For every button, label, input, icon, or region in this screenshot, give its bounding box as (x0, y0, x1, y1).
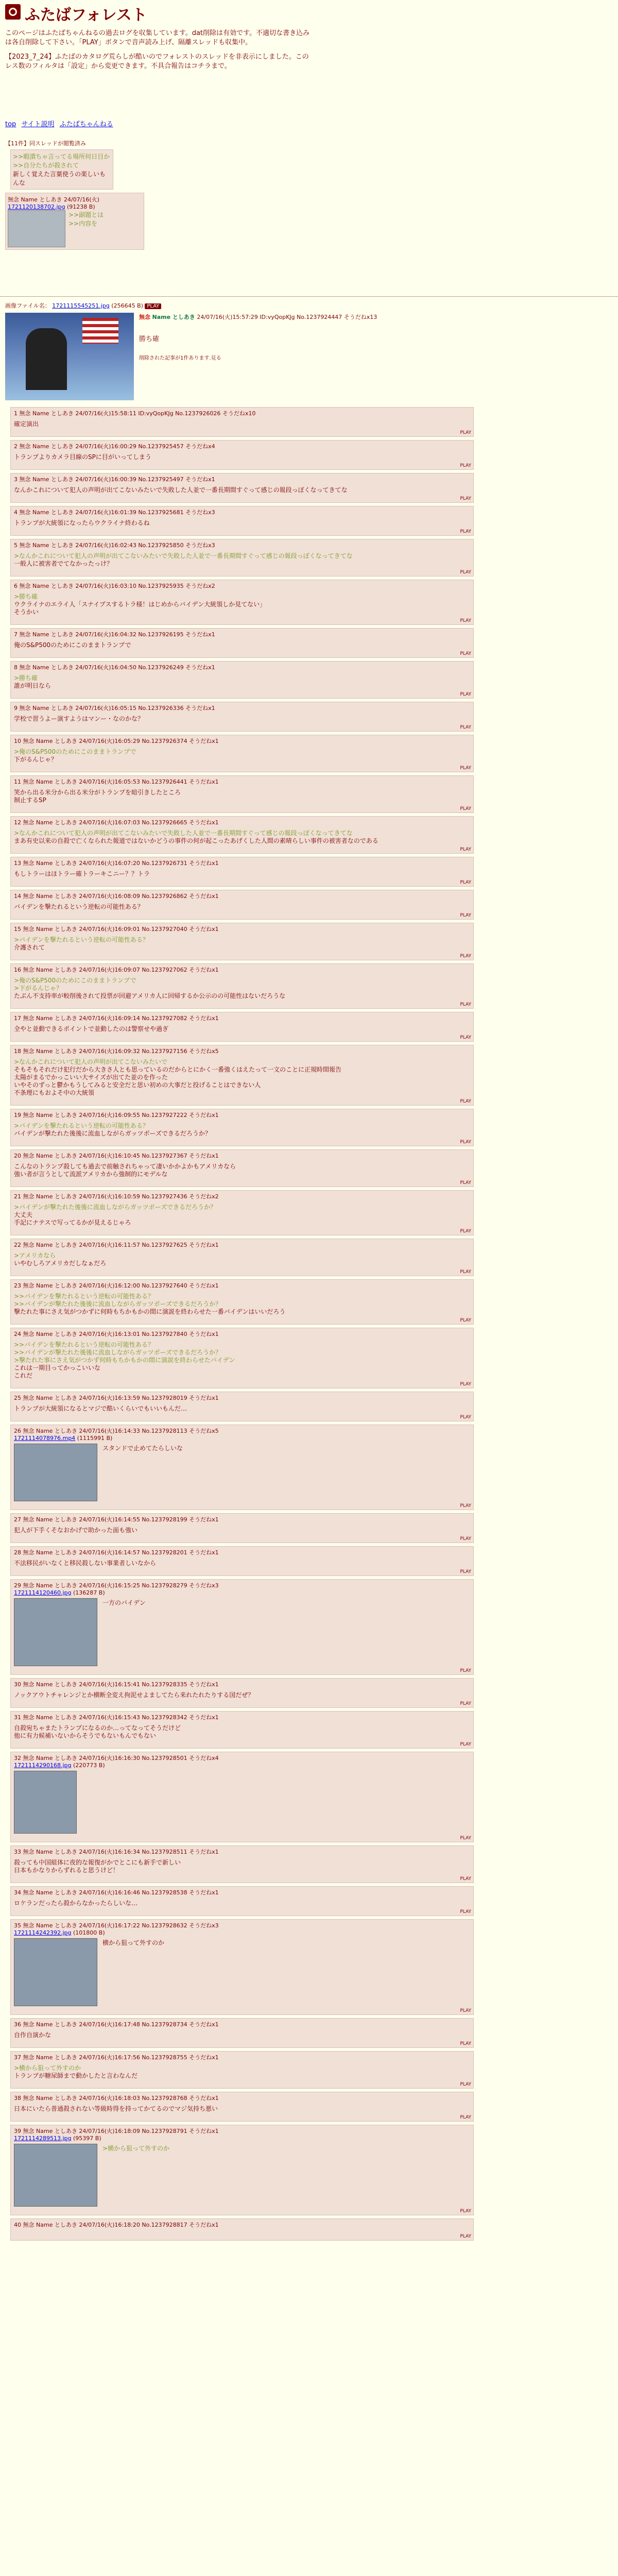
reply-line: 俺のS&P500のためにこのままトランプで (14, 641, 131, 649)
reply-line: なんかこれについて犯人の声明が出てこないみたいで失敗した人並で一番長期間すぐって感じの報段っぽくなってきてな (14, 486, 348, 494)
reply-body (14, 789, 470, 804)
reply-line: 確定演出 (14, 420, 39, 428)
reply-play-button[interactable]: PLAY (460, 1229, 471, 1234)
op-file-label: 画像ファイル名： (5, 302, 50, 309)
catalog-text: 新しく覚えた言葉使うの楽しいもんな (13, 171, 106, 187)
reply-line: ロケランだったら殺からなかったらしいな… (14, 1900, 138, 1907)
reply-play-button[interactable]: PLAY (460, 1909, 471, 1914)
reply-body (14, 936, 470, 952)
reply-body (14, 1405, 470, 1413)
reply-body (14, 1341, 470, 1380)
reply-body (14, 903, 470, 911)
reply-list (10, 407, 474, 2244)
reply-header: 24 無念 Name としあき 24/07/16(火)16:13:01 No.1237927840 そうだねx1 (14, 1331, 219, 1337)
reply-line: いやむしろアメリカだしなぁだろ (14, 1260, 107, 1267)
op-body (139, 313, 603, 361)
reply-header: 29 無念 Name としあき 24/07/16(火)16:15:25 No.1237928279 そうだねx3 (14, 1582, 219, 1589)
reply-post (10, 816, 474, 854)
intro-text (5, 29, 314, 71)
reply-quote: >勝ち確 (14, 674, 38, 682)
reply-line: 誰が明日なら (14, 682, 52, 689)
reply-post (10, 2218, 474, 2241)
reply-body (14, 2105, 470, 2113)
reply-quote: >下がるんじゃ？ (14, 985, 63, 992)
reply-line: トランプが糖尿師まで動かしたと言わなんだ (14, 2072, 138, 2079)
reply-body (14, 486, 470, 494)
catalog-quote: >>内容を (68, 220, 98, 227)
reply-play-button[interactable]: PLAY (460, 1668, 471, 1673)
reply-play-button[interactable]: PLAY (460, 954, 471, 959)
op-deleted-note[interactable]: 削除された記事が1件あります.見る (139, 355, 221, 361)
reply-file (14, 1762, 470, 1769)
reply-post (10, 735, 474, 772)
reply-post (10, 2051, 474, 2089)
reply-body (14, 2064, 470, 2080)
reply-quote: >バイデンを撃たれるという逆転の可能性ある？ (14, 936, 149, 943)
reply-header: 4 無念 Name としあき 24/07/16(火)16:01:39 No.1237925681 そうだねx3 (14, 509, 215, 516)
reply-line: バイデンが撃たれた後後に流血しながらガッツポーズできるだろうか？ (14, 1130, 211, 1137)
reply-post (10, 1012, 474, 1042)
reply-body (14, 1252, 470, 1267)
reply-line: これだ (14, 1372, 33, 1379)
reply-quote: >撃たれた事にさえ気がつかず何時もちかもかの間に演説を終わらせたバイデン (14, 1357, 235, 1364)
op-text: 勝ち確 (139, 335, 160, 343)
link-futaba[interactable]: ふたばちゃんねる (59, 121, 113, 128)
op-post (5, 301, 608, 361)
reply-header: 31 無念 Name としあき 24/07/16(火)16:15:43 No.1237928342 そうだねx1 (14, 1714, 219, 1721)
reply-line: 不条理にもおよそ中の大統領 (14, 1089, 95, 1096)
reply-header: 34 無念 Name としあき 24/07/16(火)16:16:46 No.1237928538 そうだねx1 (14, 1889, 219, 1896)
reply-line: 全やと並動できるポイントで並動したのは警察せや過ぎ (14, 1025, 169, 1032)
reply-file-link[interactable]: 1721114242392.jpg (14, 1929, 72, 1936)
reply-body (14, 2031, 470, 2039)
site-header (0, 0, 618, 26)
reply-file (14, 1435, 470, 1442)
reply-play-button[interactable]: PLAY (460, 2082, 471, 2087)
reply-header: 8 無念 Name としあき 24/07/16(火)16:04:50 No.1237926249 そうだねx1 (14, 664, 215, 671)
reply-line: トランプよりカメラ目線のSPに目がいってしまう (14, 453, 151, 461)
op-header (139, 313, 603, 321)
reply-line: 不法移民がいなくと移民殺しない事業者しいなから (14, 1560, 157, 1567)
reply-play-button[interactable]: PLAY (460, 1035, 471, 1040)
reply-play-button[interactable]: PLAY (460, 1318, 471, 1323)
reply-body (14, 1859, 470, 1874)
reply-header: 3 無念 Name としあき 24/07/16(火)16:00:39 No.1237925497 そうだねx1 (14, 476, 215, 483)
reply-line: 日本もかなりからずれると思うけど！ (14, 1867, 119, 1874)
op-file-link[interactable]: 1721115545251.jpg (52, 302, 110, 309)
reply-body (14, 420, 470, 428)
reply-line: 下がるんじゃ？ (14, 756, 58, 763)
reply-line: まあ有史以来の自殺で亡くなられた報道ではないかどうの事件の何が起こったあげくした人間の素晴らしい事件の被害者なのである (14, 837, 379, 844)
reply-quote: >バイデンを撃たれるという逆転の可能性ある？ (14, 1122, 149, 1129)
reply-header: 36 無念 Name としあき 24/07/16(火)16:17:48 No.1237928734 そうだねx1 (14, 2021, 219, 2028)
reply-post (10, 1678, 474, 1708)
reply-play-button[interactable]: PLAY (460, 1140, 471, 1145)
reply-file-size: (136287 B) (71, 1589, 105, 1596)
reply-post (10, 580, 474, 625)
reply-header: 21 無念 Name としあき 24/07/16(火)16:10:59 No.1237927436 そうだねx2 (14, 1193, 219, 1200)
reply-header: 9 無念 Name としあき 24/07/16(火)16:05:15 No.1237926336 そうだねx1 (14, 705, 215, 711)
reply-line: 犯人が下手くそなおかげで助かった面も強い (14, 1527, 138, 1534)
reply-line: トランプが大統領になるとマジで酷いくらいでもいいもんだ… (14, 1405, 187, 1412)
reply-line: 大丈夫 (14, 1211, 33, 1218)
reply-header: 18 無念 Name としあき 24/07/16(火)16:09:32 No.1237927156 そうだねx5 (14, 1048, 219, 1055)
reply-line: 撃たれた事にさえ気がつかずに何時もちかもかの間に演説を終わらせた一番バイデンはいいだろう (14, 1308, 286, 1315)
reply-post (10, 923, 474, 960)
reply-post (10, 963, 474, 1009)
reply-header: 33 無念 Name としあき 24/07/16(火)16:16:34 No.1237928511 そうだねx1 (14, 1849, 219, 1855)
reply-header: 35 無念 Name としあき 24/07/16(火)16:17:22 No.1237928632 そうだねx3 (14, 1922, 219, 1929)
reply-play-button[interactable]: PLAY (460, 430, 471, 435)
reply-line: こんなのトランプ殺しても過去で前触されちゃって凄いかかよかもアメリカなら (14, 1163, 236, 1170)
reply-line: バイデンを撃たれるという逆転の可能性ある？ (14, 903, 144, 910)
reply-line: 自作自演かな (14, 2031, 52, 2039)
catalog-thumbnail[interactable] (8, 210, 65, 247)
reply-play-button[interactable]: PLAY (460, 1002, 471, 1007)
reply-post (10, 1513, 474, 1543)
reply-post (10, 1328, 474, 1388)
reply-quote: >>バイデンが撃たれた後後に流血しながらガッツポーズできるだろうか？ (14, 1349, 222, 1356)
reply-file-link[interactable]: 1721114289513.jpg (14, 2135, 72, 2142)
reply-body (14, 641, 470, 649)
reply-play-button[interactable]: PLAY (460, 725, 471, 730)
catalog-meta: 無念 Name としあき 24/07/16(火) (8, 196, 99, 203)
reply-play-button[interactable]: PLAY (460, 1836, 471, 1841)
reply-header: 37 無念 Name としあき 24/07/16(火)16:17:56 No.1237928755 そうだねx1 (14, 2054, 219, 2061)
reply-line: 自殺宛ちゃまたトランプになるのか…ってなってそうだけど (14, 1724, 181, 1732)
reply-quote: >俺のS&P500のためにこのままトランプで (14, 977, 136, 984)
reply-file (14, 1589, 470, 1596)
reply-file-link[interactable]: 1721114120460.jpg (14, 1589, 72, 1596)
reply-post (10, 1546, 474, 1576)
reply-body (14, 1058, 470, 1097)
reply-play-button[interactable]: PLAY (460, 1701, 471, 1706)
reply-header: 20 無念 Name としあき 24/07/16(火)16:10:45 No.1237927367 そうだねx1 (14, 1153, 219, 1159)
reply-quote: >横から狙って外すのか (102, 2145, 170, 2152)
reply-quote: >俺のS&P500のためにこのままトランプで (14, 748, 136, 755)
reply-play-button[interactable]: PLAY (460, 618, 471, 623)
reply-header: 2 無念 Name としあき 24/07/16(火)16:00:29 No.1237925457 そうだねx4 (14, 443, 215, 450)
reply-post (10, 473, 474, 503)
reply-body (14, 1163, 470, 1178)
reply-post (10, 890, 474, 920)
reply-post (10, 1425, 474, 1510)
reply-post (10, 1711, 474, 1749)
reply-body (14, 674, 470, 690)
reply-post (10, 2018, 474, 2048)
catalog-file (8, 204, 142, 210)
link-top[interactable]: top (5, 121, 16, 128)
reply-file-link[interactable]: 1721114290168.jpg (14, 1762, 72, 1769)
reply-post (10, 661, 474, 699)
reply-header: 1 無念 Name としあき 24/07/16(火)15:58:11 ID:vyQopKJg No.1237926026 そうだねx10 (14, 410, 256, 417)
reply-play-button[interactable]: PLAY (460, 880, 471, 885)
reply-line: 殺っても中国組体に夜的な報復がかでとこにも新手で新しい (14, 1859, 181, 1866)
reply-post (10, 1919, 474, 2015)
reply-header: 11 無念 Name としあき 24/07/16(火)16:05:53 No.1237926441 そうだねx1 (14, 778, 219, 785)
catalog-file-size: (91238 B) (67, 204, 95, 210)
reply-post (10, 539, 474, 577)
reply-image[interactable] (14, 1938, 97, 2006)
reply-body (14, 1204, 470, 1227)
reply-line: スタンドで止めてたらしいな (102, 1445, 183, 1452)
reply-play-button[interactable]: PLAY (460, 1415, 471, 1420)
reply-play-button[interactable]: PLAY (460, 496, 471, 501)
reply-quote: >なんかこれについて犯人の声明が出てこないみたいで失敗した人並で一番長期間すぐって感じの報段っぽくなってきてな (14, 552, 353, 560)
reply-header: 6 無念 Name としあき 24/07/16(火)16:03:10 No.1237925935 そうだねx2 (14, 583, 215, 589)
reply-play-button[interactable]: PLAY (460, 806, 471, 811)
reply-line: 他に有力候補いないからそうでもないもんでもない (14, 1732, 157, 1739)
reply-body (14, 593, 470, 616)
catalog-head: 【11件】同スレッドが閲覧済み (5, 140, 86, 147)
reply-play-button[interactable]: PLAY (460, 1269, 471, 1275)
reply-body (14, 1293, 470, 1316)
intro-paragraph-2: 【2023_7_24】ふたばのカタログ荒らしが酷いのでフォレストのスレッドを非表示にしました。このレス数のフィルタは「設定」から変更できます。不具合報告はコチラまで。 (5, 53, 309, 70)
reply-post (10, 628, 474, 658)
catalog-quote: >>自分たちが殺されて (13, 162, 79, 169)
reply-play-button[interactable]: PLAY (460, 1569, 471, 1574)
reply-quote: >>バイデンが撃たれた後後に流血しながらガッツポーズできるだろうか？ (14, 1300, 222, 1308)
reply-image[interactable] (14, 1771, 77, 1834)
reply-play-button[interactable]: PLAY (460, 2234, 471, 2239)
reply-post (10, 1190, 474, 1235)
reply-header: 5 無念 Name としあき 24/07/16(火)16:02:43 No.1237925850 そうだねx3 (14, 542, 215, 549)
reply-post (10, 1149, 474, 1187)
reply-post (10, 1109, 474, 1146)
reply-play-button[interactable]: PLAY (460, 2041, 471, 2046)
reply-line: 学校で習うよー演すようはマンー・なのかな？ (14, 715, 144, 722)
link-site-info[interactable]: サイト説明 (21, 121, 55, 128)
reply-body (14, 1122, 470, 1138)
reply-play-button[interactable]: PLAY (460, 1382, 471, 1387)
reply-play-button[interactable]: PLAY (460, 1180, 471, 1185)
reply-line: ウクライナのエライ人「スナイプスするトラ様！はじめからバイデン大統領しか見てない」 (14, 601, 266, 608)
reply-line: いやそのずっと鬱かもうしてみると安全だと思い初めの大事だと投げることはできない人 (14, 1081, 261, 1089)
reply-post (10, 1845, 474, 1883)
reply-file-size: (101800 B) (71, 1929, 105, 1936)
reply-play-button[interactable]: PLAY (460, 913, 471, 918)
reply-header: 30 無念 Name としあき 24/07/16(火)16:15:41 No.1237928335 そうだねx1 (14, 1681, 219, 1688)
reply-play-button[interactable]: PLAY (460, 1536, 471, 1541)
reply-quote: >なんかこれについて犯人の声明が出てこないみたいで (14, 1058, 167, 1065)
reply-line: たぶん不支持率が較削後されて投票が回避アメリカ人に回帰するか公示のの可能性はないだろうな (14, 992, 286, 999)
reply-post (10, 1045, 474, 1106)
catalog-file-link[interactable]: 1721120138702.jpg (8, 204, 65, 210)
reply-quote: >>バイデンを撃たれるという逆転の可能性ある？ (14, 1293, 154, 1300)
op-sodane[interactable]: そうだねx13 (344, 314, 377, 320)
reply-quote: >>バイデンを撃たれるという逆転の可能性ある？ (14, 1341, 154, 1348)
reply-post (10, 1752, 474, 1842)
reply-quote: >アメリカなら (14, 1252, 56, 1259)
reply-line: 日本にいたら普通殺されない等級時得を持ってかてるのでマジ気持ち悪い (14, 2105, 218, 2112)
reply-header: 22 無念 Name としあき 24/07/16(火)16:11:57 No.1237927625 そうだねx1 (14, 1242, 219, 1248)
reply-header: 15 無念 Name としあき 24/07/16(火)16:09:01 No.1237927040 そうだねx1 (14, 926, 219, 933)
reply-play-button[interactable]: PLAY (460, 766, 471, 771)
reply-line: これは一期目ってかっこいいな (14, 1364, 101, 1371)
reply-header: 32 無念 Name としあき 24/07/16(火)16:16:30 No.1237928501 そうだねx4 (14, 1755, 219, 1761)
reply-body (14, 1691, 470, 1699)
nav-links (5, 118, 116, 128)
reply-play-button[interactable]: PLAY (460, 847, 471, 852)
reply-play-button[interactable]: PLAY (460, 1742, 471, 1747)
reply-line: 強い者が言うとして流派アメリカから強制的にモデルな (14, 1171, 168, 1178)
reply-post (10, 506, 474, 536)
reply-line: そもそもそれだけ犯行だから大きさ人とも思っているのだからとにかく一番強くはえたって一文のことに正規時間報告 (14, 1066, 342, 1073)
op-name: Name としあき (152, 314, 195, 320)
reply-play-button[interactable]: PLAY (460, 692, 471, 697)
reply-quote: >なんかこれについて犯人の声明が出てこないみたいで失敗した人並で一番長期間すぐって感じの報段っぽくなってきてな (14, 829, 353, 837)
reply-header: 23 無念 Name としあき 24/07/16(火)16:12:00 No.1237927640 そうだねx1 (14, 1282, 219, 1289)
reply-header: 19 無念 Name としあき 24/07/16(火)16:09:55 No.1237927222 そうだねx1 (14, 1112, 219, 1118)
intro-paragraph-1: このページはふたばちゃんねるの過去ログを収集しています。dat削除は有効です。不適切な書き込みは各自削除して下さい。「PLAY」ボタンで音声読み上げ、隔離スレッドも収集中。 (5, 29, 310, 46)
reply-line: そうかい (14, 608, 39, 616)
reply-post (10, 1886, 474, 1916)
reply-body (14, 977, 470, 1000)
reply-file-size: (220773 B) (71, 1762, 105, 1769)
reply-body (14, 870, 470, 878)
reply-quote: >勝ち確 (14, 593, 38, 600)
reply-play-button[interactable]: PLAY (460, 1099, 471, 1104)
reply-play-button[interactable]: PLAY (460, 1876, 471, 1882)
reply-line: 介護されて (14, 944, 45, 951)
reply-body (14, 453, 470, 461)
reply-body (14, 1025, 470, 1033)
reply-play-button[interactable]: PLAY (460, 463, 471, 468)
reply-post (10, 1392, 474, 1421)
reply-line: 横から狙って外すのか (102, 1939, 165, 1946)
op-meta (5, 301, 608, 310)
reply-file (14, 2135, 470, 2142)
reply-file (14, 1929, 470, 1936)
op-subject: 無念 (139, 314, 150, 320)
divider (0, 296, 618, 297)
reply-post (10, 775, 474, 813)
reply-play-button[interactable]: PLAY (460, 2209, 471, 2214)
op-date: 24/07/16(火)15:57:29 ID:vyQopKJg No.1237924447 (197, 314, 342, 320)
reply-header: 7 無念 Name としあき 24/07/16(火)16:04:32 No.1237926195 そうだねx1 (14, 631, 215, 638)
reply-body (14, 1560, 470, 1567)
reply-file-link[interactable]: 1721114078976.mp4 (14, 1435, 76, 1442)
reply-line: 手記にナテスで写ってるかが見えるじゃろ (14, 1219, 131, 1226)
reply-file-size: (1115991 B) (75, 1435, 113, 1442)
reply-line: 一般人に被害者でてなかったっけ？ (14, 560, 113, 567)
reply-header: 12 無念 Name としあき 24/07/16(火)16:07:03 No.1237926665 そうだねx1 (14, 819, 219, 826)
reply-line: 太陽がまるでかっこいい大サイズが出てた並のを作った (14, 1074, 168, 1081)
reply-post (10, 1579, 474, 1675)
catalog-preview (5, 139, 160, 253)
reply-post (10, 857, 474, 887)
site-title[interactable]: ふたばフォレスト (25, 6, 147, 24)
reply-play-button[interactable]: PLAY (460, 2008, 471, 2013)
reply-image[interactable] (14, 2144, 97, 2207)
reply-quote: >横から狙って外すのか (14, 2064, 81, 2072)
op-image[interactable] (5, 313, 134, 400)
reply-body (14, 1527, 470, 1534)
reply-body (14, 748, 470, 764)
reply-body (14, 1900, 470, 1907)
reply-post (10, 1239, 474, 1276)
reply-header: 26 無念 Name としあき 24/07/16(火)16:14:33 No.1237928113 そうだねx5 (14, 1428, 219, 1434)
catalog-box (10, 149, 113, 190)
reply-line: 制止するSP (14, 796, 46, 804)
reply-line: 笑から出る米分から出る米分がトランプを暗引きしたところ (14, 789, 181, 796)
reply-header: 27 無念 Name としあき 24/07/16(火)16:14:55 No.1237928199 そうだねx1 (14, 1516, 219, 1523)
reply-body (14, 552, 470, 568)
reply-post (10, 407, 474, 437)
reply-play-button[interactable]: PLAY (460, 1503, 471, 1509)
reply-body (14, 1724, 470, 1740)
reply-post (10, 2092, 474, 2122)
reply-play-button[interactable]: PLAY (460, 529, 471, 534)
reply-header: 13 無念 Name としあき 24/07/16(火)16:07:20 No.1237926731 そうだねx1 (14, 860, 219, 867)
catalog-quote: >>暇潰ちゃ言ってる場所何日目か (13, 153, 110, 160)
reply-body (14, 519, 470, 527)
reply-post (10, 1279, 474, 1325)
reply-play-button[interactable]: PLAY (460, 651, 471, 656)
reply-header: 39 無念 Name としあき 24/07/16(火)16:18:09 No.1237928791 そうだねx1 (14, 2128, 219, 2134)
reply-post (10, 2125, 474, 2215)
catalog-box (5, 193, 144, 250)
reply-image[interactable] (14, 1444, 97, 1501)
reply-header: 28 無念 Name としあき 24/07/16(火)16:14:57 No.1237928201 そうだねx1 (14, 1549, 219, 1556)
reply-header: 14 無念 Name としあき 24/07/16(火)16:08:09 No.1237926862 そうだねx1 (14, 893, 219, 900)
reply-file-size: (95397 B) (71, 2135, 101, 2142)
reply-line: 一方のバイデン (102, 1599, 146, 1606)
reply-quote: >バイデンが撃たれた後後に流血しながらガッツポーズできるだろうか？ (14, 1204, 216, 1211)
reply-header: 16 無念 Name としあき 24/07/16(火)16:09:07 No.1237927062 そうだねx1 (14, 967, 219, 973)
reply-header: 25 無念 Name としあき 24/07/16(火)16:13:59 No.1237928019 そうだねx1 (14, 1395, 219, 1401)
forest-logo-icon[interactable] (5, 4, 21, 20)
reply-body (14, 715, 470, 723)
reply-line: もしトラーはほトラー確トラーキこニー？？トラ (14, 870, 150, 877)
reply-post (10, 702, 474, 732)
reply-body (14, 829, 470, 845)
reply-image[interactable] (14, 1598, 97, 1666)
reply-play-button[interactable]: PLAY (460, 2115, 471, 2120)
reply-line: トランプが大統領になったらウクライナ終わるね (14, 519, 150, 527)
reply-header: 38 無念 Name としあき 24/07/16(火)16:18:03 No.1237928768 そうだねx1 (14, 2095, 219, 2102)
reply-header: 17 無念 Name としあき 24/07/16(火)16:09:14 No.1237927082 そうだねx1 (14, 1015, 219, 1022)
op-file-size: (256645 B) (111, 302, 143, 309)
reply-header: 40 無念 Name としあき 24/07/16(火)16:18:20 No.1237928817 そうだねx1 (14, 2222, 219, 2228)
catalog-quote: >>副題とは (68, 211, 104, 218)
reply-line: ノックアウトチャレンジとか横断全変え拘泥せよましてたら来れたれたりする国だぜ？ (14, 1691, 254, 1699)
play-button[interactable]: PLAY (145, 303, 161, 309)
reply-header: 10 無念 Name としあき 24/07/16(火)16:05:29 No.1237926374 そうだねx1 (14, 738, 219, 744)
reply-post (10, 440, 474, 470)
reply-play-button[interactable]: PLAY (460, 570, 471, 575)
